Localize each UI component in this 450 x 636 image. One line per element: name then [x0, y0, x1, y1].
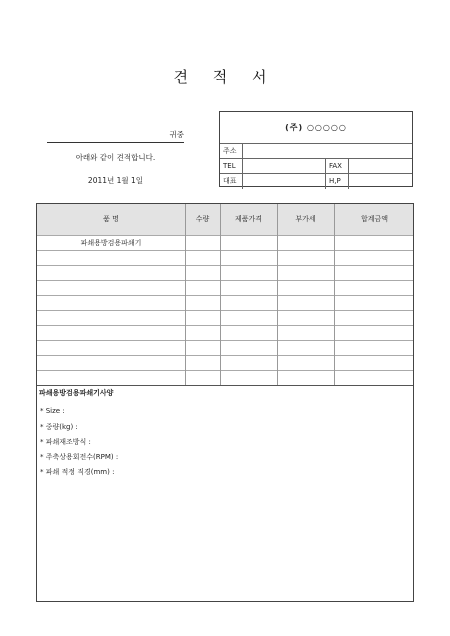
column-divider — [220, 204, 221, 385]
row-divider — [37, 280, 413, 281]
supplier-info-box — [219, 111, 413, 187]
header-item-name: 품 명 — [103, 215, 119, 223]
spec-weight: * 중량(kg) : — [40, 423, 78, 431]
header-unit-price: 제품가격 — [234, 215, 263, 223]
quote-items-table — [36, 203, 414, 602]
rep-hp-row — [220, 173, 412, 189]
row-divider — [37, 310, 413, 311]
column-divider — [277, 204, 278, 385]
address-row — [220, 143, 412, 159]
company-name: (주) ○○○○○ — [285, 123, 347, 132]
quote-date: 2011년 1월 1일 — [87, 176, 144, 185]
table-cell: 파쇄용방검용파쇄기 — [80, 239, 142, 247]
row-divider — [37, 295, 413, 296]
row-divider — [37, 370, 413, 371]
header-vat: 부가세 — [295, 215, 316, 223]
header-quantity: 수량 — [195, 215, 210, 223]
row-divider — [37, 325, 413, 326]
spec-method: * 파쇄재조방식 : — [40, 438, 91, 446]
row-divider — [37, 265, 413, 266]
spec-diameter: * 파쇄 적정 직경(mm) : — [40, 468, 115, 476]
spec-size: * Size : — [40, 407, 65, 415]
tel-label: TEL — [220, 159, 243, 174]
spec-rpm: * 주축상용회전수(RPM) : — [40, 453, 119, 461]
recipient-underline — [47, 142, 184, 143]
hp-label: H,P — [325, 174, 349, 189]
fax-label: FAX — [325, 159, 349, 174]
row-divider — [37, 385, 413, 386]
row-divider — [37, 340, 413, 341]
address-label: 주소 — [220, 144, 243, 159]
header-total: 합계금액 — [360, 215, 389, 223]
row-divider — [37, 355, 413, 356]
tel-fax-row — [220, 158, 412, 174]
specs-title: 파쇄용방검용파쇄기사양 — [39, 389, 114, 397]
table-header — [37, 204, 413, 236]
column-divider — [185, 204, 186, 385]
document-title: 견 적 서 — [173, 68, 277, 86]
column-divider — [334, 204, 335, 385]
recipient-honorific: 귀중 — [169, 130, 184, 139]
intro-text: 아래와 같이 견적합니다. — [75, 153, 156, 162]
rep-label: 대표 — [220, 174, 243, 189]
